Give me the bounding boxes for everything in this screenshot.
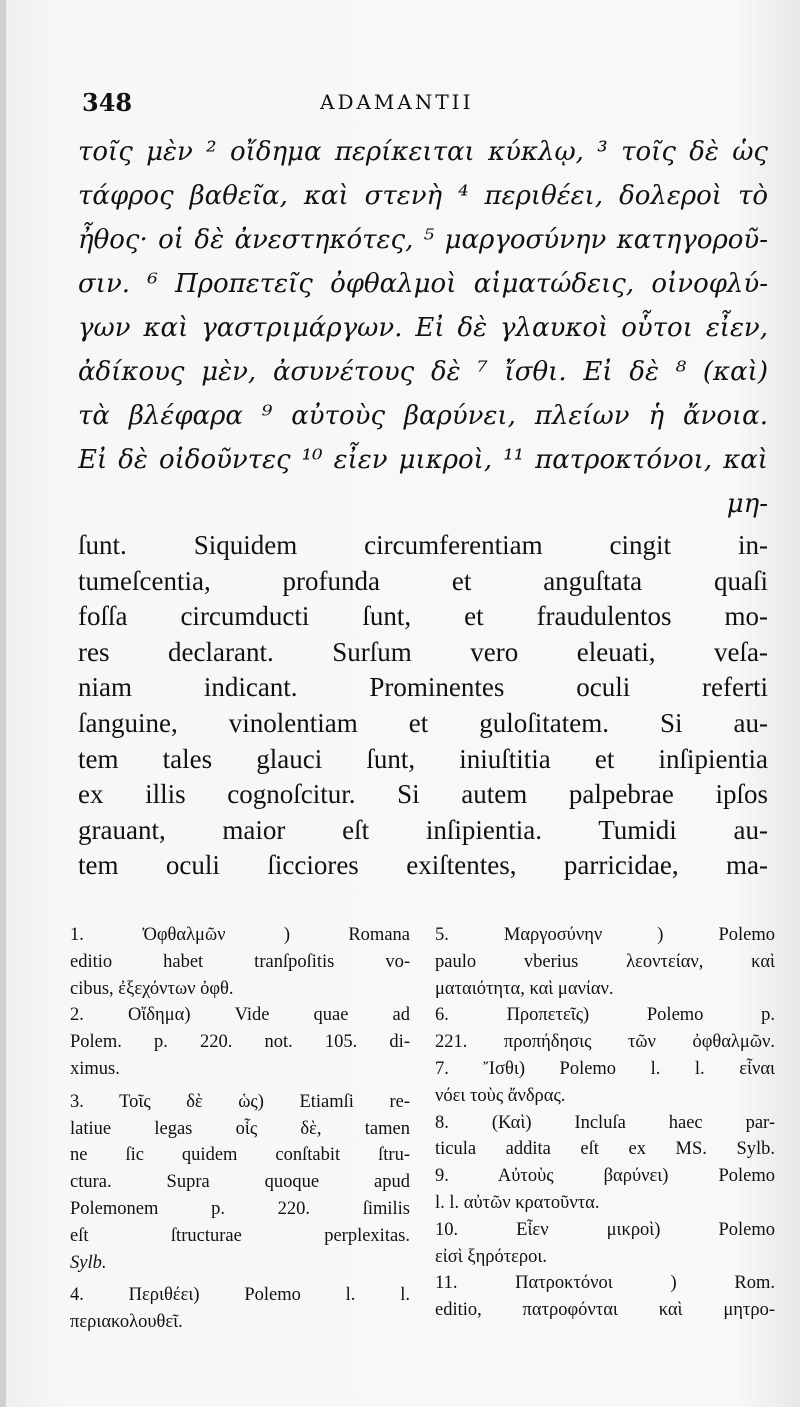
latin-line: grauant, maior eſt inſipientia. Tumidi au-: [78, 814, 768, 845]
latin-text-block: [78, 528, 768, 884]
footnote-line: 3. Τοῖς δὲ ὡς) Etiamſi re-: [70, 1091, 410, 1112]
latin-line: ex illis cognoſcitur. Si autem palpebrae ipſos: [78, 779, 768, 810]
running-head: ADAMANTII: [320, 90, 474, 114]
latin-line: tumeſcentia, profunda et anguſtata quaſi: [78, 565, 768, 596]
page-edge-shadow: [0, 0, 6, 1407]
footnote-line: Polemonem p. 220. ſimilis: [70, 1198, 410, 1219]
latin-line: tem tales glauci ſunt, iniuſtitia et inſipientia: [78, 743, 768, 774]
footnote-line: 5. Μαργοσύνην ) Polemo: [435, 925, 775, 945]
latin-line: ſanguine, vinolentiam et guloſitatem. Si au-: [78, 707, 768, 738]
latin-line: foſſa circumducti ſunt, et fraudulentos mo-: [78, 601, 768, 632]
greek-line: μη-: [726, 489, 768, 519]
footnote-line: περιακολουθεῖ.: [70, 1312, 183, 1333]
footnote-line: paulo vberius λεοντείαν, καὶ: [435, 951, 775, 972]
footnote-line: 2. Οἴδημα) Vide quae ad: [70, 1005, 410, 1026]
greek-line: τοῖς μὲν ² οἴδημα περίκειται κύκλῳ, ³ τοῖς δὲ ὡς: [78, 137, 768, 167]
footnote-line: 10. Εἶεν μικροὶ) Polemo: [435, 1219, 775, 1240]
footnote-line: ximus.: [70, 1058, 120, 1079]
footnote-line: ne ſic quidem conſtabit ſtru-: [70, 1145, 410, 1166]
page-header: [82, 88, 762, 128]
footnote-line: 11. Πατροκτόνοι ) Rom.: [435, 1273, 775, 1294]
greek-line: ἦθος· οἱ δὲ ἀνεστηκότες, ⁵ μαργοσύνην κατηγοροῦ-: [78, 225, 768, 255]
footnote-line: Polem. p. 220. not. 105. di-: [70, 1032, 410, 1053]
footnote-line: 221. προπήδησις τῶν ὀφθαλμῶν.: [435, 1032, 775, 1053]
footnote-line: ticula addita eſt ex MS. Sylb.: [435, 1139, 775, 1160]
footnotes-left-column: [70, 922, 410, 1336]
footnote-line: ctura. Supra quoque apud: [70, 1172, 410, 1193]
greek-line: γων καὶ γαστριμάργων. Εἰ δὲ γλαυκοὶ οὗτοι εἶεν,: [78, 313, 768, 343]
greek-line: σιν. ⁶ Προπετεῖς ὀφθαλμοὶ αἱματώδεις, οἰνοφλύ-: [78, 269, 768, 299]
latin-line: ſunt. Siquidem circumferentiam cingit in-: [78, 530, 768, 560]
footnote-line: ματαιότητα, καὶ μανίαν.: [435, 978, 614, 999]
greek-text-block: [78, 130, 768, 526]
footnote-line: 7. Ἴσθι) Polemo l. l. εἶναι: [435, 1058, 775, 1079]
footnote-line: editio habet tranſpoſitis vo-: [70, 951, 410, 972]
footnote-line: cibus, ἐξεχόντων ὀφθ.: [70, 978, 234, 999]
page-number: 348: [82, 88, 133, 117]
greek-line: Εἰ δὲ οἰδοῦντες ¹⁰ εἶεν μικροὶ, ¹¹ πατροκτόνοι, καὶ: [78, 445, 768, 475]
footnote-line: 8. (Καὶ) Incluſa haec par-: [435, 1112, 775, 1133]
footnote-line: νόει τοὺς ἄνδρας.: [435, 1085, 566, 1106]
footnote-line: latiue legas οἷς δὲ, tamen: [70, 1118, 410, 1139]
footnote-line: eſt ſtructurae perplexitas.: [70, 1225, 410, 1246]
footnote-line: Sylb.: [70, 1252, 107, 1273]
latin-line: res declarant. Surſum vero eleuati, veſa-: [78, 636, 768, 667]
footnote-line: 9. Αὐτοὺς βαρύνει) Polemo: [435, 1166, 775, 1187]
greek-line: τάφρος βαθεῖα, καὶ στενὴ ⁴ περιθέει, δολεροὶ τὸ: [78, 181, 768, 211]
latin-line: tem oculi ſicciores exiſtentes, parricidae, ma-: [78, 850, 768, 881]
greek-line: τὰ βλέφαρα ⁹ αὐτοὺς βαρύνει, πλείων ἡ ἄνοια.: [78, 401, 768, 431]
footnote-line: 1. Ὀφθαλμῶν ) Romana: [70, 925, 410, 945]
footnote-line: 4. Περιθέει) Polemo l. l.: [70, 1285, 410, 1306]
latin-line: niam indicant. Prominentes oculi referti: [78, 672, 768, 703]
footnotes-right-column: [435, 922, 775, 1324]
footnote-line: l. l. αὐτῶν κρατοῦντα.: [435, 1192, 600, 1213]
footnote-line: 6. Προπετεῖς) Polemo p.: [435, 1005, 775, 1026]
footnotes: [70, 922, 780, 1362]
footnote-line: εἰσὶ ξηρότεροι.: [435, 1246, 548, 1267]
greek-line: ἀδίκους μὲν, ἀσυνέτους δὲ ⁷ ἴσθι. Εἰ δὲ ⁸ (καὶ): [78, 357, 768, 387]
footnote-line: editio, πατροφόνται καὶ μητρο-: [435, 1300, 775, 1321]
